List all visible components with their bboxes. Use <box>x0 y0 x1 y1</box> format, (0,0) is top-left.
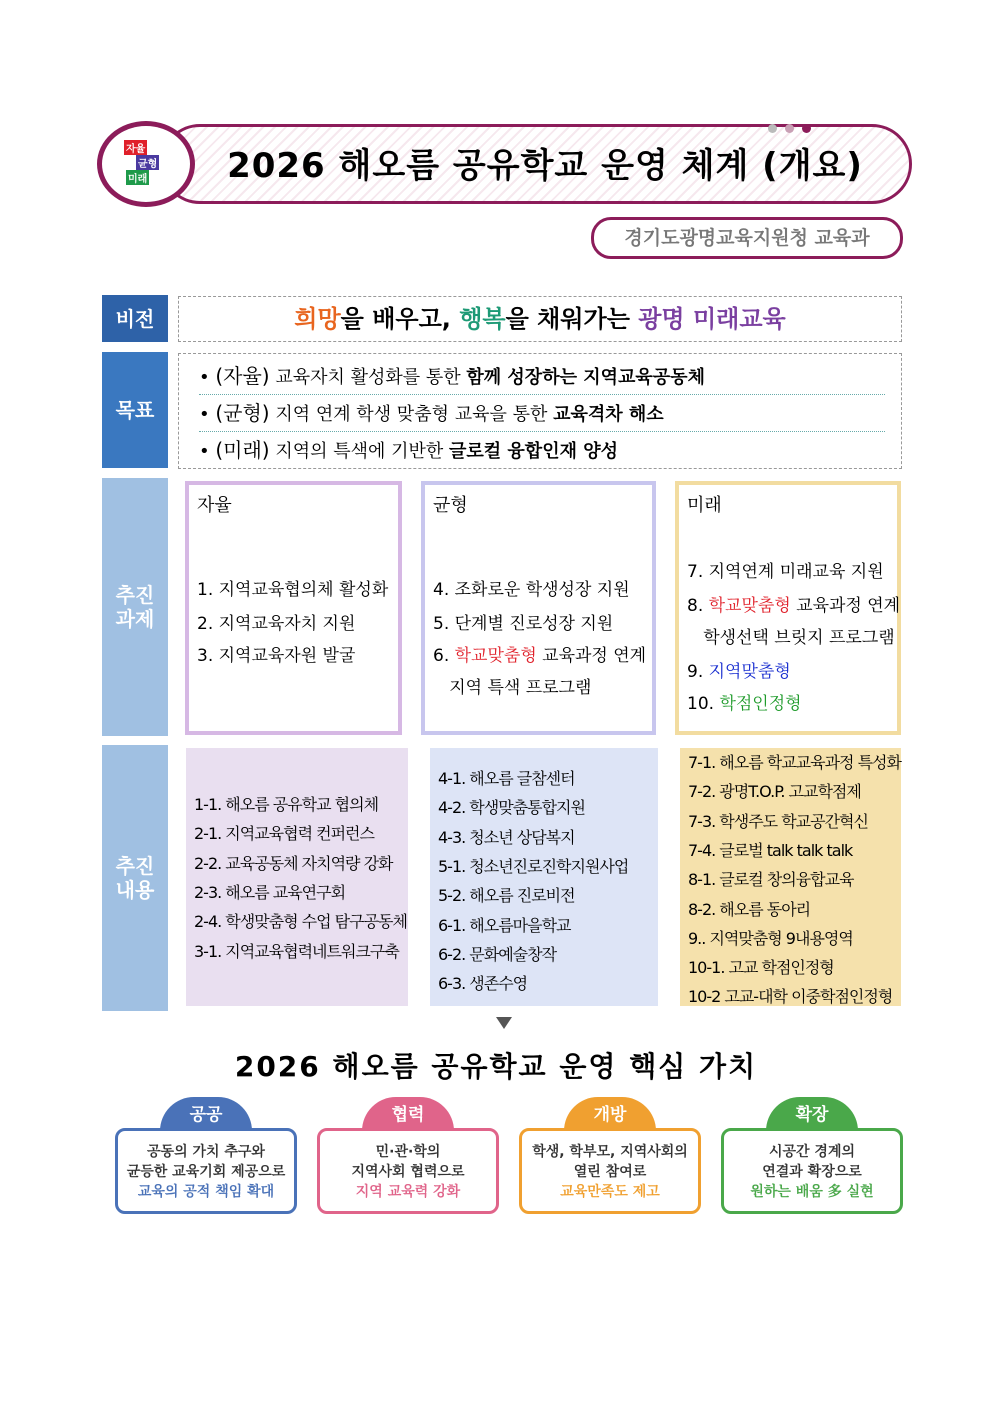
goals-label: 목표 <box>102 352 168 468</box>
core-value-line: 시공간 경계의 <box>768 1144 856 1160</box>
task-item-text: 지역맞춤형 <box>708 662 791 682</box>
task-item-text: 지역 특색 프로그램 <box>433 678 592 698</box>
task-item <box>687 623 895 648</box>
task-item <box>433 609 613 634</box>
page-title: 2026 해오름 공유학교 운영 체계 (개요) <box>227 146 863 186</box>
contents-label: 추진 내용 <box>102 745 168 1011</box>
task-item-text: 학생선택 브릿지 프로그램 <box>687 628 895 648</box>
core-value-highlight: 원하는 배움 多 실현 <box>750 1184 874 1200</box>
goals-box <box>178 353 902 469</box>
task-item-text: 학점인정형 <box>719 694 802 714</box>
task-item-text: 학교맞춤형 <box>454 646 537 666</box>
content-item: 4-3. 청소년 상담복지 <box>438 827 575 847</box>
organization-label: 경기도광명교육지원청 교육과 <box>591 217 903 259</box>
content-item: 2-3. 해오름 교육연구회 <box>194 882 346 902</box>
task-column <box>675 481 901 735</box>
task-item <box>433 673 591 698</box>
task-item <box>687 557 884 582</box>
content-item: 1-1. 해오름 공유학교 협의체 <box>194 795 379 814</box>
down-arrow-icon <box>496 1017 512 1029</box>
content-item: 9.. 지역맞춤형 9내용영역 <box>688 928 853 948</box>
core-value-line: 공동의 가치 추구와 <box>147 1144 265 1160</box>
decor-dots <box>768 118 819 137</box>
core-value-line: 균등한 교육기회 제공으로 <box>126 1164 286 1180</box>
task-column <box>421 481 656 735</box>
task-item-text: 3. 지역교육자원 발굴 <box>197 646 356 666</box>
content-item: 7-1. 해오름 학교교육과정 특성화 <box>688 753 901 772</box>
task-item-text: 8. <box>687 596 709 616</box>
content-item: 2-4. 학생맞춤형 수업 탐구공동체 <box>194 912 407 932</box>
content-item: 6-1. 해오름마을학교 <box>438 915 571 935</box>
vision-text-part: 행복 <box>459 305 506 333</box>
task-item-text: 5. 단계별 진로성장 지원 <box>433 614 614 634</box>
content-item: 6-3. 생존수영 <box>438 974 528 994</box>
content-column <box>186 748 408 1006</box>
content-item: 8-1. 글로컬 창의융합교육 <box>688 870 854 890</box>
task-column-title: 자율 <box>197 495 232 516</box>
content-column <box>680 748 901 1006</box>
vision-text-part: 을 채워가는 <box>505 305 639 333</box>
core-value-highlight: 교육의 공적 책임 확대 <box>137 1184 275 1200</box>
content-item: 10-2 고교-대학 이중학점인정형 <box>688 987 893 1007</box>
vision-text-part: 광명 미래교육 <box>638 305 786 333</box>
task-item <box>433 575 630 600</box>
core-value-card <box>721 1128 903 1214</box>
vision-text-part: 희망 <box>294 305 341 333</box>
task-item <box>687 591 900 616</box>
bullet-icon: • <box>199 404 216 425</box>
task-column-title: 균형 <box>433 495 468 516</box>
content-item: 8-2. 해오름 동아리 <box>688 899 811 919</box>
content-item: 6-2. 문화예술창작 <box>438 944 557 964</box>
task-item-text: 10. <box>687 694 720 714</box>
content-item: 7-4. 글로벌 talk talk talk <box>688 840 853 860</box>
core-value-badge: 협력 <box>362 1097 454 1131</box>
task-item-text: 2. 지역교육자치 지원 <box>197 614 356 634</box>
vision-text-part: 을 배우고, <box>340 305 460 333</box>
content-item: 4-1. 해오름 글참센터 <box>438 769 575 788</box>
content-item: 2-2. 교육공동체 자치역량 강화 <box>194 853 393 873</box>
goal-item <box>199 395 885 432</box>
task-item-text: 4. 조화로운 학생성장 지원 <box>433 580 630 600</box>
goal-item <box>199 432 885 468</box>
task-item <box>433 641 646 666</box>
task-item-text: 1. 지역교육협의체 활성화 <box>197 580 389 600</box>
task-item-text: 7. 지역연계 미래교육 지원 <box>687 562 884 582</box>
content-item: 5-1. 청소년진로진학지원사업 <box>438 856 629 876</box>
logo-word: 미래 <box>126 170 149 185</box>
core-value-highlight: 지역 교육력 강화 <box>355 1184 461 1200</box>
core-values-title: 2026 해오름 공유학교 운영 핵심 가치 <box>234 1050 758 1083</box>
goal-tag: (균형) <box>215 401 270 425</box>
vision-statement <box>178 296 902 342</box>
goal-text: 교육자치 활성화를 통한 <box>269 367 467 388</box>
goal-highlight: 함께 성장하는 지역교육공동체 <box>466 367 705 388</box>
logo-word: 균형 <box>136 155 159 170</box>
task-item <box>197 609 355 634</box>
logo-word: 자율 <box>124 140 147 155</box>
task-item-text: 학교맞춤형 <box>708 596 791 616</box>
task-item-text: 9. <box>687 662 709 682</box>
goal-text: 지역의 특색에 기반한 <box>269 441 449 462</box>
task-item <box>197 575 388 600</box>
content-item: 2-1. 지역교육협력 컨퍼런스 <box>194 824 374 844</box>
content-item: 7-2. 광명T.O.P. 고교학점제 <box>688 782 861 802</box>
task-item <box>687 689 802 714</box>
content-item: 7-3. 학생주도 학교공간혁신 <box>688 811 868 831</box>
core-value-badge: 공공 <box>160 1097 252 1131</box>
content-item: 3-1. 지역교육협력네트워크구축 <box>194 941 399 961</box>
bullet-icon: • <box>199 441 216 462</box>
goal-tag: (자율) <box>215 364 270 388</box>
task-item-text: 교육과정 연계 <box>536 646 647 666</box>
core-value-badge: 개방 <box>564 1097 656 1131</box>
core-value-line: 연결과 확장으로 <box>762 1164 862 1180</box>
task-item <box>687 657 791 682</box>
goal-text: 지역 연계 학생 맞춤형 교육을 통한 <box>269 404 554 425</box>
core-value-line: 민·관·학의 <box>375 1144 441 1160</box>
task-item <box>197 641 355 666</box>
task-column <box>185 481 402 735</box>
vision-label: 비전 <box>102 295 168 342</box>
goal-item <box>199 358 885 395</box>
core-value-badge: 확장 <box>766 1097 858 1131</box>
core-value-card <box>317 1128 499 1214</box>
core-value-line: 지역사회 협력으로 <box>351 1164 465 1180</box>
core-value-card <box>519 1128 701 1214</box>
task-item-text: 6. <box>433 646 455 666</box>
core-value-line: 열린 참여로 <box>573 1164 647 1180</box>
goal-highlight: 교육격차 해소 <box>553 404 664 425</box>
task-column-title: 미래 <box>687 495 722 516</box>
task-item-text: 교육과정 연계 <box>790 596 901 616</box>
content-item: 5-2. 해오름 진로비전 <box>438 886 575 906</box>
content-column <box>430 748 658 1006</box>
core-value-card <box>115 1128 297 1214</box>
goal-tag: (미래) <box>215 438 270 462</box>
bullet-icon: • <box>199 367 216 388</box>
content-item: 10-1. 고교 학점인정형 <box>688 958 834 978</box>
core-value-highlight: 교육만족도 제고 <box>560 1184 660 1200</box>
goal-highlight: 글로컬 융합인재 양성 <box>448 441 619 462</box>
core-value-line: 학생, 학부모, 지역사회의 <box>532 1144 688 1160</box>
content-item: 4-2. 학생맞춤통합지원 <box>438 798 585 818</box>
tasks-label: 추진 과제 <box>102 478 168 736</box>
